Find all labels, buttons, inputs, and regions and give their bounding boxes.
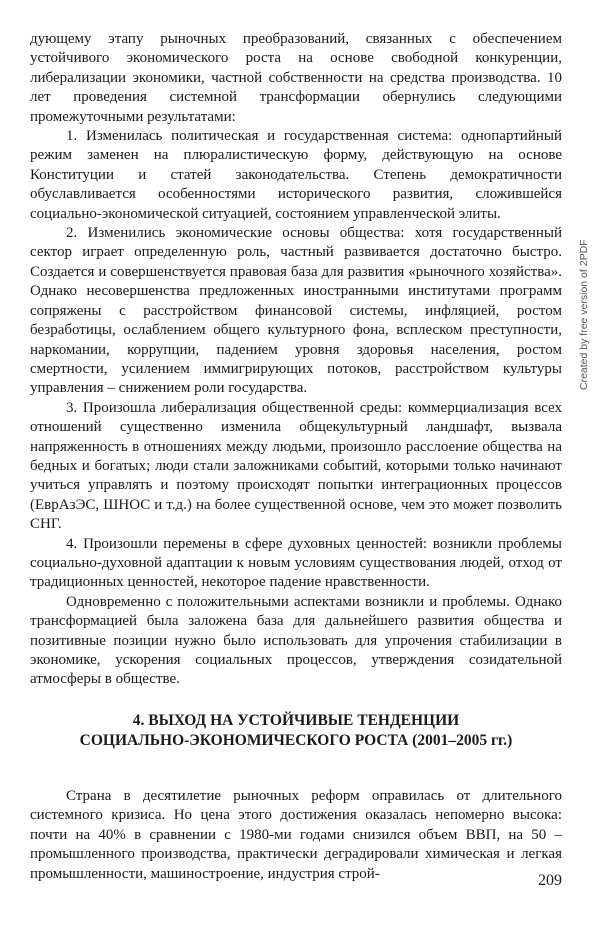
paragraph-conclusion: Одновременно с положительными аспектами возникли и проблемы. Однако трансформацией была заложена база для дальнейшего развития общества и позитивные позиции нужно было использовать для упрочения стабилизации в экономике, ускорения социальных процессов, утверждения созидательной атмосферы в обществе. bbox=[30, 593, 562, 688]
section-text-block bbox=[30, 772, 562, 899]
paragraph-intro: дующему этапу рыночных преобразований, связанных с обеспечением устойчивого экономического роста на основе свободной конкуренции, либерализации экономики, частной собственности на средства производства. 10 лет проведения системной трансформации обернулись следующими промежуточными результатами: bbox=[30, 31, 562, 125]
side-watermark bbox=[578, 230, 594, 390]
paragraph-point-3: 3. Произошла либерализация общественной среды: коммерциализация всех отношений существенно изменила общекультурный ландшафт, вызвала напряженность в отношениях между людьми, произошло расслоение общества на бедных и богатых; люди стали заложниками событий, которыми только начинают учиться управлять и поэтому происходят попытки интеграционных процессов (ЕврАзЭС, ШНОС и т.д.) на более существенной основе, чем это может позволить СНГ. bbox=[30, 399, 562, 533]
section-paragraph: Страна в десятилетие рыночных реформ оправилась от длительного системного кризиса. Но цена этого достижения оказалась непомерно высока: почти на 40% в сравнении с 1980-ми годами снизился объем ВВП, на 50 – промышленного производства, практически деградировали химическая и легкая промышленности, машиностроение, индустрия строй- bbox=[30, 788, 562, 882]
paragraph-point-1: 1. Изменилась политическая и государственная система: однопартийный режим заменен на плюралистическую форму, действующую на основе Конституции и статей законодательства. Степень демократичности обуславливается особенностями исторического развития, сложившейся социально-экономической ситуацией, состоянием управленческой элиты. bbox=[30, 128, 562, 222]
paragraph-point-2: 2. Изменились экономические основы общества: хотя государственный сектор играет определенную роль, частный развивается достаточно быстро. Создается и совершенствуется правовая база для развития «рыночного хозяйства». Однако несовершенства предложенных иностранными институтами программ сопряжены с расстройством финансовой системы, инфляцией, ростом безработицы, ослаблением общего культурного фона, всплеском преступности, наркомании, коррупции, падением уровня здоровья населения, ростом смертности, усилением иммигрирующих потоков, расстройством культуры управления – снижением роли государства. bbox=[30, 225, 562, 397]
watermark-text: Created by free version of 2PDF bbox=[578, 239, 590, 390]
page-number: 209 bbox=[538, 872, 562, 889]
main-text-block bbox=[30, 30, 562, 690]
paragraph-point-4: 4. Произошли перемены в сфере духовных ценностей: возникли проблемы социально-духовной адаптации к новым условиям существования людей, отход от традиционных ценностей, некоторое падение нравственности. bbox=[30, 535, 562, 591]
section-heading-line-1: 4. ВЫХОД НА УСТОЙЧИВЫЕ ТЕНДЕНЦИИ bbox=[132, 712, 460, 729]
section-heading-line-2: СОЦИАЛЬНО-ЭКОНОМИЧЕСКОГО РОСТА (2001–2005 гг.) bbox=[79, 732, 513, 749]
section-heading bbox=[30, 711, 562, 751]
